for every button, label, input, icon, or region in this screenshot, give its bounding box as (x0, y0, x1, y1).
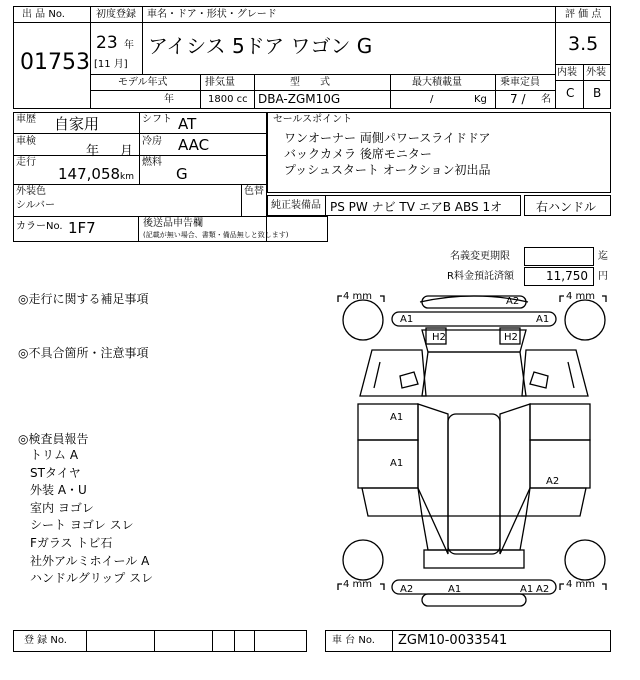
rear-door-right (530, 440, 590, 488)
car-name: アイシス 5ドア ワゴン G (148, 34, 373, 58)
color-no-label: カラーNo. (16, 221, 63, 232)
damage-mark: A2 (506, 296, 520, 307)
sales-points-label: セールスポイント (273, 114, 353, 125)
chassis-no: ZGM10-0033541 (398, 633, 508, 648)
model-year-label: モデル年式 (118, 77, 168, 88)
damage-mark: A1 (400, 314, 414, 325)
rear-window (422, 516, 526, 550)
damage-mark: A1 (448, 584, 462, 595)
inspector-line: 室内 ヨゴレ (30, 500, 94, 515)
displacement-label: 排気量 (205, 77, 235, 88)
rear-door-left (358, 440, 418, 488)
capacity-label: 乗車定員 (500, 77, 540, 88)
exterior-grade: B (593, 86, 602, 100)
recycle-value: 11,750 (546, 269, 588, 283)
pillar-left (418, 404, 448, 554)
inspector-line: 外装 A・U (30, 483, 87, 498)
inspector-line: トリム A (30, 448, 79, 462)
wheel-rear-right (565, 540, 605, 580)
handle-value: 右ハンドル (536, 200, 597, 214)
inspector-line: Fガラス トビ石 (30, 535, 113, 550)
exterior-label: 外装 (586, 67, 606, 78)
title-change-unit: 迄 (598, 251, 608, 262)
first-reg-label: 初度登録 (96, 9, 136, 20)
displacement-value: 1800 cc (208, 94, 248, 105)
docs-label: 後送品申告欄 (143, 218, 203, 229)
max-load-label: 最大積載量 (412, 77, 462, 88)
ac-label: 冷房 (142, 136, 162, 147)
sales-points-lines (284, 130, 491, 178)
damage-mark: A1 (536, 314, 550, 325)
damage-mark: A2 (400, 584, 414, 595)
damage-mark: A2 (546, 476, 560, 487)
sales-point-3: プッシュスタート オークション初出品 (284, 163, 491, 177)
defects-label: ◎不具合箇所・注意事項 (18, 346, 149, 360)
front-door-right (530, 404, 590, 440)
pillar-right (500, 404, 530, 554)
damage-mark: H2 (504, 332, 518, 343)
rear-fender-right (526, 488, 586, 516)
first-reg-year: 23 (96, 33, 118, 53)
interior-grade: C (566, 86, 575, 100)
shift-label: シフト (142, 114, 172, 125)
inspector-label: ◎検査員報告 (18, 432, 89, 446)
mileage-value: 147,058 (58, 165, 121, 183)
type-value: DBA-ZGM10G (258, 92, 341, 106)
lot-no-label: 出 品 No. (22, 9, 65, 20)
sales-point-1: ワンオーナー 両側パワースライドドア (284, 131, 491, 145)
damage-mark: A2 (536, 584, 550, 595)
capacity-unit: 名 (541, 94, 551, 105)
title-change-box (524, 247, 594, 266)
tire-tag: 4 mm (566, 579, 596, 590)
inspector-line: STタイヤ (30, 465, 81, 480)
inspector-lines (30, 447, 153, 588)
mileage-unit: km (120, 172, 134, 182)
fuel-label: 燃料 (142, 157, 162, 168)
model-year-unit: 年 (164, 94, 174, 105)
mirror-left (400, 372, 418, 388)
tailgate (424, 550, 524, 568)
history-label: 車歴 (16, 114, 36, 125)
first-reg-month: [11 月] (94, 59, 128, 70)
recycle-label: R料金預託済額 (447, 271, 514, 282)
equipment-label: 純正装備品 (271, 200, 321, 211)
color-no-value: 1F7 (68, 219, 96, 237)
front-panel (392, 312, 556, 326)
score: 3.5 (568, 33, 599, 55)
max-load-value: / (430, 94, 434, 105)
windshield (422, 352, 526, 396)
ac-value: AAC (178, 136, 210, 154)
front-fender-left (360, 350, 426, 396)
inspection-month-unit: 月 (120, 144, 134, 159)
score-label: 評 価 点 (565, 9, 602, 20)
front-fender-right (522, 350, 588, 396)
wheel-rear-left (343, 540, 383, 580)
title-change-label: 名義変更期限 (450, 251, 510, 262)
lot-no: 01753 (20, 50, 90, 75)
rear-fender-left (362, 488, 422, 516)
type-label: 型 式 (290, 77, 330, 88)
repaint-label: 色替 (244, 186, 264, 197)
max-load-unit: Kg (474, 94, 487, 105)
inspector-line: 社外アルミホイール A (30, 553, 150, 568)
fuel-value: G (176, 165, 188, 183)
history-value: 自家用 (54, 115, 100, 133)
damage-mark: H2 (432, 332, 446, 343)
chassis-label: 車 台 No. (332, 635, 375, 646)
equipment-value: PS PW ナビ TV エアB ABS 1オ (330, 200, 503, 214)
car-damage-diagram (330, 288, 614, 626)
reg-no-label: 登 録 No. (24, 635, 67, 646)
docs-note: (記載が無い場合、書類・備品無しと致します) (143, 231, 289, 239)
tire-tag: 4 mm (566, 291, 596, 302)
mirror-right (530, 372, 548, 388)
tire-tag: 4 mm (343, 291, 373, 302)
car-name-label: 車名・ドア・形状・グレード (147, 9, 277, 20)
mileage-label: 走行 (16, 157, 36, 168)
sales-point-2: バックカメラ 後席モニター (284, 147, 432, 161)
wheel-front-left (343, 300, 383, 340)
tire-tag: 4 mm (343, 579, 373, 590)
inspection-year-unit: 年 (86, 144, 100, 159)
color-value: シルバー (16, 200, 56, 211)
inspector-line: シート ヨゴレ スレ (30, 518, 134, 533)
color-label: 外装色 (16, 186, 46, 197)
recycle-unit: 円 (598, 271, 608, 282)
interior-label: 内装 (557, 67, 577, 78)
damage-mark: A1 (390, 412, 404, 423)
first-reg-year-unit: 年 (124, 40, 134, 51)
front-door-left (358, 404, 418, 440)
damage-mark: A1 (520, 584, 534, 595)
inspector-line: ハンドルグリップ スレ (30, 571, 154, 586)
inspection-label: 車検 (16, 136, 36, 147)
driving-notes-label: ◎走行に関する補足事項 (18, 292, 149, 306)
capacity-value: 7 / (510, 92, 526, 106)
shift-value: AT (178, 115, 197, 133)
wheel-front-right (565, 300, 605, 340)
roof (448, 414, 500, 554)
damage-mark: A1 (390, 458, 404, 469)
rear-bumper-lower (422, 594, 526, 606)
